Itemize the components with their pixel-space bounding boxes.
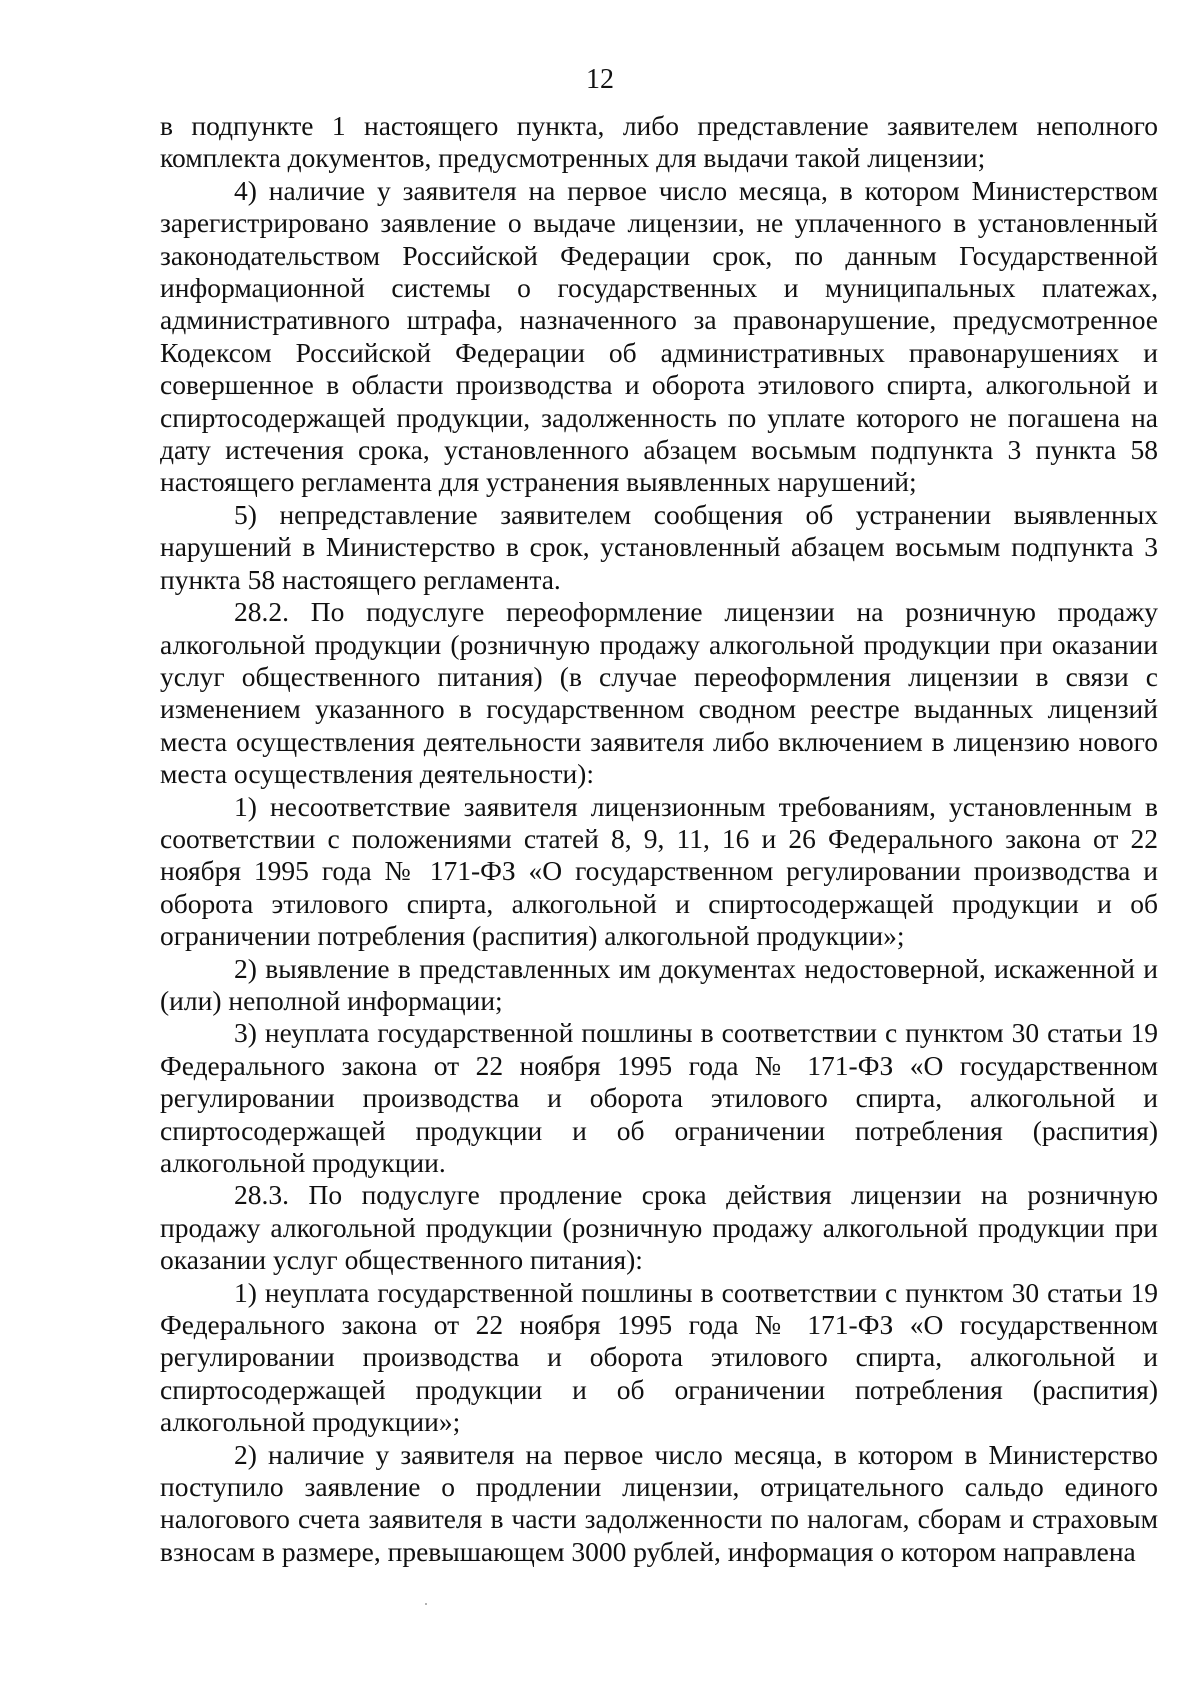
paragraph-28-2-item-3: 3) неуплата государственной пошлины в соответствии с пунктом 30 статьи 19 Федерального закона от 22 ноября 1995 года № 171-ФЗ «О государственном регулировании производства и оборота этилового спирта, алкогольной и спиртосодержащей продукции и об ограничении потребления (распития) алкогольной продукции. [160, 1017, 1158, 1178]
paragraph-28-3-item-1: 1) неуплата государственной пошлины в соответствии с пунктом 30 статьи 19 Федерального закона от 22 ноября 1995 года № 171-ФЗ «О государственном регулировании производства и оборота этилового спирта, алкогольной и спиртосодержащей продукции и об ограничении потребления (распития) алкогольной продукции»; [160, 1276, 1158, 1438]
paragraph-28-2-item-1: 1) несоответствие заявителя лицензионным требованиям, установленным в соответствии с положениями статей 8, 9, 11, 16 и 26 Федерального закона от 22 ноября 1995 года № 171-ФЗ «О государственном регулировании производства и оборота этилового спирта, алкогольной и спиртосодержащей продукции и об ограничении потребления (распития) алкогольной продукции»; [160, 790, 1158, 952]
document-body [160, 110, 1158, 1568]
paragraph-item-5: 5) непредставление заявителем сообщения об устранении выявленных нарушений в Министерство в срок, установленный абзацем восьмым подпункта 3 пункта 58 настоящего регламента. [160, 498, 1158, 595]
paragraph-continuation: в подпункте 1 настоящего пункта, либо представление заявителем неполного комплекта документов, предусмотренных для выдачи такой лицензии; [160, 110, 1158, 174]
paragraph-item-4: 4) наличие у заявителя на первое число месяца, в котором Министерством зарегистрировано заявление о выдаче лицензии, не уплаченного в установленный законодательством Российской Федерации срок, по данным Государственной информационной системы о государственных и муниципальных платежах, административного штрафа, назначенного за правонарушение, предусмотренное Кодексом Российской Федерации об административных правонарушениях и совершенное в области производства и оборота этилового спирта, алкогольной и спиртосодержащей продукции, задолженность по уплате которого не погашена на дату истечения срока, установленного абзацем восьмым подпункта 3 пункта 58 настоящего регламента для устранения выявленных нарушений; [160, 174, 1158, 498]
page-number: 12 [586, 64, 614, 95]
paragraph-28-3-item-2: 2) наличие у заявителя на первое число месяца, в котором в Министерство поступило заявление о продлении лицензии, отрицательного сальдо единого налогового счета заявителя в части задолженности по налогам, сборам и страховым взносам в размере, превышающем 3000 рублей, информация о котором направлена [160, 1438, 1158, 1567]
paragraph-section-28-2: 28.2. По подуслуге переоформление лицензии на розничную продажу алкогольной продукции (розничную продажу алкогольной продукции при оказании услуг общественного питания) (в случае переоформления лицензии в связи с изменением указанного в государственном сводном реестре выданных лицензий места осуществления деятельности заявителя либо включением в лицензию нового места осуществления деятельности): [160, 596, 1158, 790]
paragraph-section-28-3: 28.3. По подуслуге продление срока действия лицензии на розничную продажу алкогольной продукции (розничную продажу алкогольной продукции при оказании услуг общественного питания): [160, 1179, 1158, 1276]
paragraph-28-2-item-2: 2) выявление в представленных им документах недостоверной, искаженной и (или) неполной информации; [160, 952, 1158, 1016]
scan-speck [425, 1603, 427, 1605]
